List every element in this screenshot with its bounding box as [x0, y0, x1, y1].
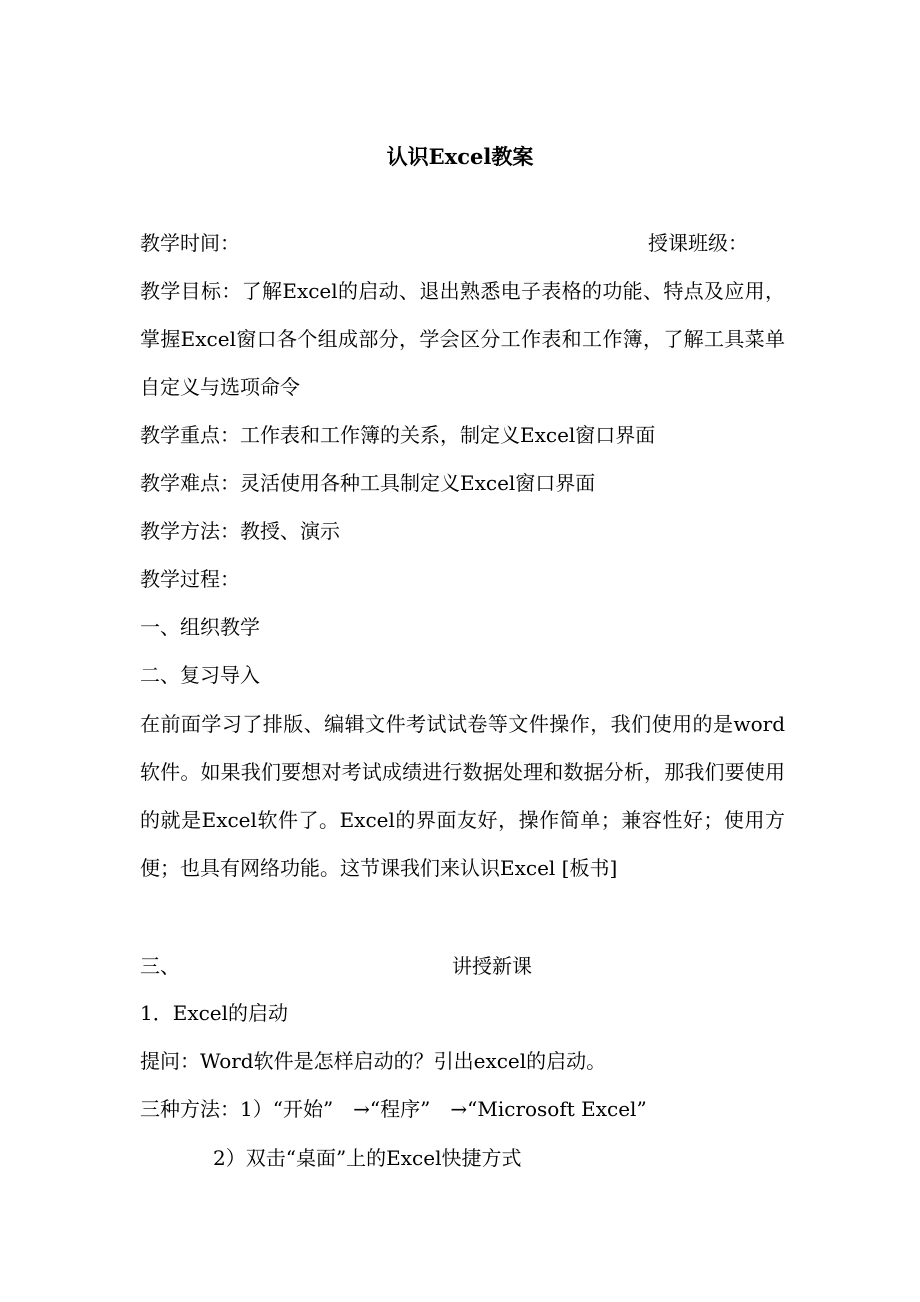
process-label: 教学过程： [140, 567, 240, 591]
item-excel-startup: 1．Excel的启动 [140, 1001, 289, 1025]
key-points: 教学重点：工作表和工作簿的关系，制定义Excel窗口界面 [140, 423, 656, 447]
section-organize: 一、组织教学 [140, 615, 260, 639]
document-title: 认识Excel教案 [386, 144, 534, 169]
teaching-objectives: 教学目标：了解Excel的启动、退出熟悉电子表格的功能、特点及应用，掌握Excel窗口各个组成部分，学会区分工作表和工作簿，了解工具菜单自定义与选项命令 [140, 279, 785, 399]
question-text: 提问：Word软件是怎样启动的？引出excel的启动。 [140, 1049, 607, 1073]
teaching-time-label: 教学时间： [140, 231, 240, 255]
teaching-methods: 教学方法：教授、演示 [140, 519, 340, 543]
method-one: 三种方法：1）“开始” →“程序” →“Microsoft Excel” [140, 1097, 647, 1121]
section-new-lesson-number: 三、 [140, 954, 180, 978]
section-review: 二、复习导入 [140, 663, 260, 687]
section-new-lesson-label: 讲授新课 [452, 954, 532, 978]
intro-paragraph: 在前面学习了排版、编辑文件考试试卷等文件操作，我们使用的是word 软件。如果我们要想对考试成绩进行数据处理和数据分析，那我们要使用的就是Excel软件了。Excel的界面友好，操作简单；兼容性好；使用方便；也具有网络功能。这节课我们来认识Excel [板书] [140, 712, 785, 880]
difficulties: 教学难点：灵活使用各种工具制定义Excel窗口界面 [140, 471, 596, 495]
class-label: 授课班级： [648, 231, 748, 255]
method-two: 2）双击“桌面”上的Excel快捷方式 [213, 1146, 522, 1170]
